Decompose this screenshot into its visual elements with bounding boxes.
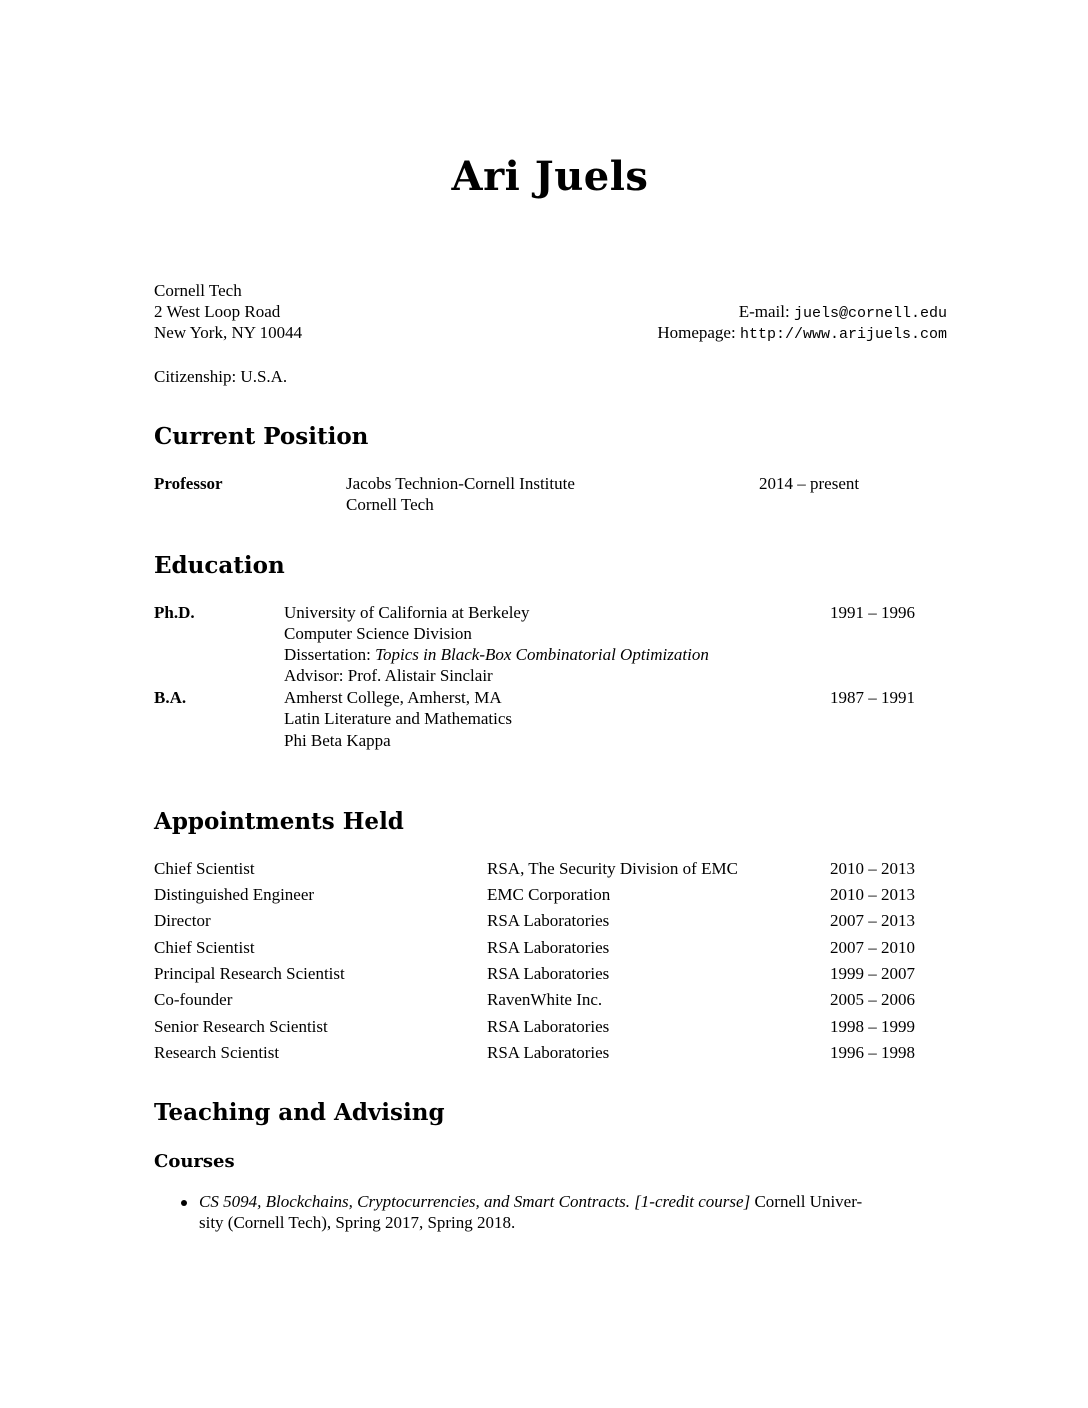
degree-phd: Ph.D. [154,603,195,622]
page-title: Ari Juels [451,153,649,200]
appointment-role: Principal Research Scientist [154,964,345,983]
ba-line-1: Amherst College, Amherst, MA [284,688,502,707]
appointment-org: RSA Laboratories [487,911,610,930]
ba-line-3: Phi Beta Kappa [284,731,391,750]
appointment-org: RSA Laboratories [487,1017,610,1036]
appointment-role: Research Scientist [154,1043,280,1062]
appointment-org: RSA Laboratories [487,1043,610,1062]
phd-advisor: Advisor: Prof. Alistair Sinclair [284,666,493,685]
email-label: E-mail: [738,302,794,321]
address-line-2: 2 West Loop Road [154,302,281,321]
bullet-icon [181,1200,187,1206]
current-org-line-2: Cornell Tech [346,495,434,514]
appointment-dates: 2007 – 2010 [830,938,915,957]
email-link[interactable]: juels@cornell.edu [793,305,947,322]
section-title-appointments: Appointments Held [154,808,404,835]
appointment-org: RSA Laboratories [487,938,610,957]
course-title: CS 5094, Blockchains, Cryptocurrencies, and Smart Contracts. [1-credit course] [199,1192,751,1211]
address-line-1: Cornell Tech [154,281,242,300]
appointment-dates: 2005 – 2006 [830,990,915,1009]
homepage-link[interactable]: http://www.arijuels.com [739,326,947,343]
email-line [739,301,947,324]
table-row [0,858,1088,880]
table-row [0,989,1088,1011]
table-row [0,963,1088,985]
table-row [0,937,1088,959]
course-institution: Cornell Univer- [750,1192,863,1211]
table-row [0,1016,1088,1038]
appointment-dates: 2010 – 2013 [830,885,915,904]
address-line-3: New York, NY 10044 [154,323,303,342]
homepage-line [657,322,947,345]
appointment-role: Director [154,911,211,930]
phd-line-1: University of California at Berkeley [284,603,530,622]
ba-dates: 1987 – 1991 [830,688,915,707]
appointment-org: EMC Corporation [487,885,611,904]
table-row [0,884,1088,906]
current-role: Professor [154,474,223,493]
current-org-line-1: Jacobs Technion-Cornell Institute [346,474,575,493]
appointment-org: RavenWhite Inc. [487,990,603,1009]
dissertation-title: Topics in Black-Box Combinatorial Optimization [375,645,709,664]
appointment-role: Chief Scientist [154,859,255,878]
phd-dissertation [284,644,709,665]
appointment-role: Senior Research Scientist [154,1017,328,1036]
degree-ba: B.A. [154,688,187,707]
course-line-1 [199,1191,862,1212]
appointment-role: Co-founder [154,990,233,1009]
appointment-dates: 1999 – 2007 [830,964,915,983]
appointment-role: Chief Scientist [154,938,255,957]
appointment-dates: 1996 – 1998 [830,1043,915,1062]
phd-line-2: Computer Science Division [284,624,472,643]
section-title-education: Education [154,552,285,579]
appointment-dates: 2010 – 2013 [830,859,915,878]
appointment-dates: 1998 – 1999 [830,1017,915,1036]
appointment-org: RSA Laboratories [487,964,610,983]
section-title-current-position: Current Position [154,423,369,450]
current-dates: 2014 – present [759,474,860,493]
appointment-dates: 2007 – 2013 [830,911,915,930]
appointment-role: Distinguished Engineer [154,885,315,904]
homepage-label: Homepage: [657,323,740,342]
phd-dates: 1991 – 1996 [830,603,915,622]
table-row [0,910,1088,932]
course-line-2: sity (Cornell Tech), Spring 2017, Spring 2018. [199,1213,516,1232]
section-title-teaching: Teaching and Advising [154,1099,445,1126]
subsection-title-courses: Courses [154,1151,235,1172]
dissertation-label: Dissertation: [284,645,376,664]
appointment-org: RSA, The Security Division of EMC [487,859,738,878]
table-row [0,1042,1088,1064]
citizenship: Citizenship: U.S.A. [154,367,288,386]
ba-line-2: Latin Literature and Mathematics [284,709,512,728]
